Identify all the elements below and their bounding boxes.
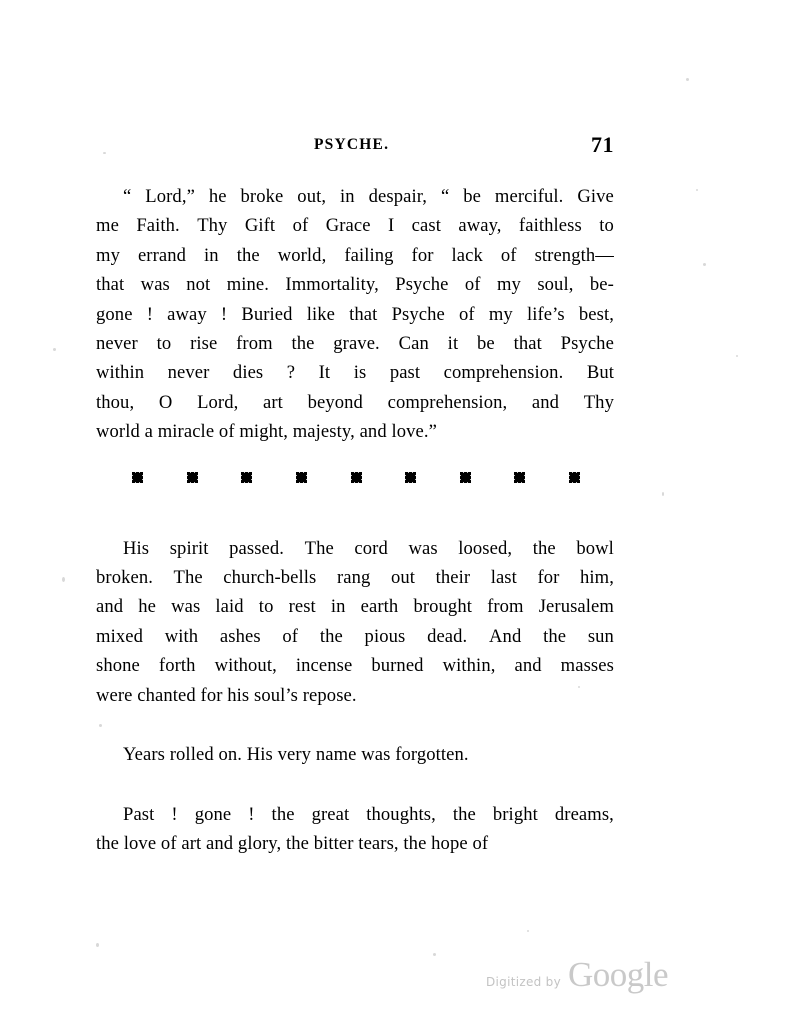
word: like — [306, 303, 335, 325]
word: bright — [492, 803, 538, 825]
word: ashes — [219, 625, 261, 647]
text-line: Years rolled on. His very name was forgotten. — [123, 744, 469, 766]
word: he — [208, 186, 227, 207]
spacer-after-divider — [96, 505, 614, 534]
word: my — [488, 303, 513, 325]
word: it — [447, 333, 459, 355]
word: art — [263, 391, 283, 413]
word: failing — [344, 244, 394, 266]
word: thou, — [96, 391, 135, 413]
word: burned — [371, 655, 424, 677]
word: mine. — [226, 274, 270, 296]
text-line — [96, 270, 614, 299]
word: in — [340, 186, 355, 207]
running-head-title: PSYCHE. — [314, 136, 390, 153]
word: rang — [336, 567, 371, 589]
word: rest — [288, 596, 316, 618]
word: of — [500, 244, 517, 266]
text-line — [96, 241, 614, 270]
asterisk-icon — [296, 472, 307, 483]
scan-speck — [103, 152, 106, 154]
word: from — [487, 596, 524, 618]
word: past — [389, 362, 421, 384]
word: without, — [214, 655, 277, 677]
word: lack — [451, 244, 483, 266]
word: Jerusalem — [538, 596, 614, 618]
scan-speck — [696, 189, 698, 191]
word: forth — [158, 655, 196, 677]
word: comprehension, — [387, 391, 508, 413]
paragraph-gap-3 — [96, 770, 614, 800]
text-line — [96, 622, 614, 651]
word: And — [489, 625, 522, 647]
scan-speck — [99, 724, 102, 727]
word: masses — [560, 655, 614, 677]
word: he — [138, 596, 156, 618]
word: broken. — [96, 567, 153, 589]
word: and — [531, 391, 560, 413]
word: my — [496, 274, 521, 296]
word: their — [435, 567, 471, 589]
word: dreams, — [554, 803, 614, 825]
word: gone — [96, 303, 133, 325]
word: within, — [442, 655, 496, 677]
scan-speck — [433, 953, 436, 956]
word: church-bells — [223, 567, 317, 589]
word: errand — [137, 244, 187, 266]
page-number: 71 — [591, 132, 614, 157]
word: Psyche — [391, 303, 445, 325]
scan-speck — [62, 577, 65, 582]
text-line — [96, 182, 614, 211]
asterisk-icon — [569, 472, 580, 483]
word: beyond — [307, 391, 363, 413]
paragraph-gap-2 — [96, 710, 614, 740]
word: that — [96, 274, 125, 296]
asterisk-icon — [405, 472, 416, 483]
word: that — [513, 333, 542, 355]
word: that — [349, 303, 378, 325]
word: him, — [580, 567, 614, 589]
word: my — [96, 244, 120, 266]
word: best, — [578, 303, 614, 325]
word: world, — [277, 244, 327, 266]
word: of — [464, 274, 481, 296]
word: and — [96, 596, 124, 618]
text-line — [96, 534, 614, 563]
word: faithless — [518, 215, 582, 237]
word: was — [408, 537, 438, 559]
word: to — [156, 333, 172, 355]
word: brought — [413, 596, 472, 618]
word: thoughts, — [366, 803, 436, 825]
word: be- — [589, 274, 614, 296]
asterisk-icon — [132, 472, 143, 483]
word: me — [96, 215, 119, 237]
word: and — [514, 655, 542, 677]
word: comprehension. — [443, 362, 564, 384]
asterisk-icon — [187, 472, 198, 483]
word: from — [236, 333, 273, 355]
word: Thy — [583, 391, 614, 413]
word: the — [452, 803, 476, 825]
word: earth — [360, 596, 399, 618]
word: be — [463, 186, 481, 207]
text-line — [96, 651, 614, 680]
word: never — [96, 333, 138, 355]
word: cord — [354, 537, 388, 559]
word: O — [158, 391, 173, 413]
scan-speck — [96, 943, 99, 947]
text-line — [96, 329, 614, 358]
word: shone — [96, 655, 140, 677]
paragraph-1 — [96, 182, 614, 447]
word: gone — [194, 803, 232, 825]
word: Thy — [197, 215, 228, 237]
word: dead. — [427, 625, 468, 647]
word: merciful. — [494, 186, 564, 207]
google-watermark — [486, 957, 668, 997]
word: ! — [146, 303, 153, 325]
word: cast — [411, 215, 441, 237]
word: spirit — [169, 537, 209, 559]
watermark-prefix: Digitized by — [486, 975, 561, 989]
word: The — [173, 567, 203, 589]
word: sun — [587, 625, 614, 647]
word: the — [319, 625, 343, 647]
word: It — [318, 362, 331, 384]
word: be — [477, 333, 495, 355]
word: Buried — [241, 303, 293, 325]
paragraph-4 — [96, 800, 614, 859]
word: was — [171, 596, 201, 618]
word: pious — [364, 625, 406, 647]
word: rise — [190, 333, 218, 355]
scan-speck — [578, 686, 580, 688]
word: in — [330, 596, 346, 618]
word: strength— — [534, 244, 614, 266]
word: of — [282, 625, 299, 647]
word: soul, — [537, 274, 574, 296]
word: Psyche — [395, 274, 449, 296]
word: bowl — [576, 537, 614, 559]
text-line — [96, 211, 614, 240]
word: Lord, — [197, 391, 239, 413]
word: laid — [215, 596, 244, 618]
word: Grace — [325, 215, 371, 237]
word: Psyche — [560, 333, 614, 355]
text-line — [96, 358, 614, 387]
scan-speck — [736, 355, 738, 357]
word: in — [204, 244, 219, 266]
word: last — [490, 567, 517, 589]
word: broke — [240, 186, 284, 207]
word: not — [186, 274, 211, 296]
asterisk-icon — [514, 472, 525, 483]
text-line — [96, 592, 614, 621]
word: Give — [577, 186, 614, 207]
text-line — [96, 300, 614, 329]
word: The — [304, 537, 334, 559]
word: ! — [248, 803, 255, 825]
word: to — [258, 596, 274, 618]
watermark-brand: Google — [568, 955, 669, 994]
word: “ — [123, 186, 132, 207]
paragraph-2 — [96, 534, 614, 710]
text-line — [96, 563, 614, 592]
word: of — [459, 303, 475, 325]
word: for — [411, 244, 434, 266]
asterisk-divider — [96, 472, 614, 496]
scan-speck — [53, 348, 56, 351]
text-line: the love of art and glory, the bitter tears, the hope of — [96, 832, 489, 854]
word: for — [537, 567, 560, 589]
running-head — [96, 132, 614, 162]
text-line — [96, 388, 614, 417]
word: Gift — [244, 215, 276, 237]
asterisk-row — [132, 472, 580, 483]
word: great — [311, 803, 350, 825]
asterisk-icon — [351, 472, 362, 483]
word: ! — [171, 803, 178, 825]
word: passed. — [229, 537, 285, 559]
text-column — [96, 182, 614, 858]
scan-speck — [686, 78, 689, 81]
paragraph-3 — [96, 740, 614, 769]
word: Can — [398, 333, 429, 355]
word: with — [164, 625, 199, 647]
word: the — [291, 333, 315, 355]
word: the — [236, 244, 260, 266]
word: loosed, — [458, 537, 513, 559]
word: out — [390, 567, 416, 589]
word: life’s — [526, 303, 565, 325]
word: ! — [220, 303, 228, 325]
word: out, — [297, 186, 327, 207]
word: I — [387, 215, 395, 237]
word: the — [532, 537, 556, 559]
scan-speck — [662, 492, 664, 496]
word: of — [292, 215, 309, 237]
word: Past — [123, 803, 155, 825]
word: Lord,” — [145, 186, 195, 207]
word: the — [543, 625, 567, 647]
scan-speck — [703, 263, 706, 266]
asterisk-icon — [460, 472, 471, 483]
word: Faith. — [136, 215, 180, 237]
word: never — [167, 362, 210, 384]
asterisk-icon — [241, 472, 252, 483]
word: within — [96, 362, 145, 384]
word: dies — [232, 362, 264, 384]
word: to — [599, 215, 614, 237]
word: is — [353, 362, 367, 384]
word: was — [140, 274, 170, 296]
word: His — [123, 537, 150, 559]
text-line: were chanted for his soul’s repose. — [96, 684, 357, 706]
word: ? — [286, 362, 296, 384]
word: the — [271, 803, 295, 825]
word: Immortality, — [285, 274, 379, 296]
word: grave. — [333, 333, 380, 355]
word: away, — [458, 215, 502, 237]
scan-speck — [527, 930, 529, 932]
word: incense — [295, 655, 353, 677]
word: But — [586, 362, 614, 384]
text-line — [96, 800, 614, 829]
word: “ — [440, 186, 450, 207]
word: mixed — [96, 625, 143, 647]
text-line: world a miracle of might, majesty, and love.” — [96, 421, 437, 443]
word: away — [167, 303, 207, 325]
word: despair, — [368, 186, 428, 207]
